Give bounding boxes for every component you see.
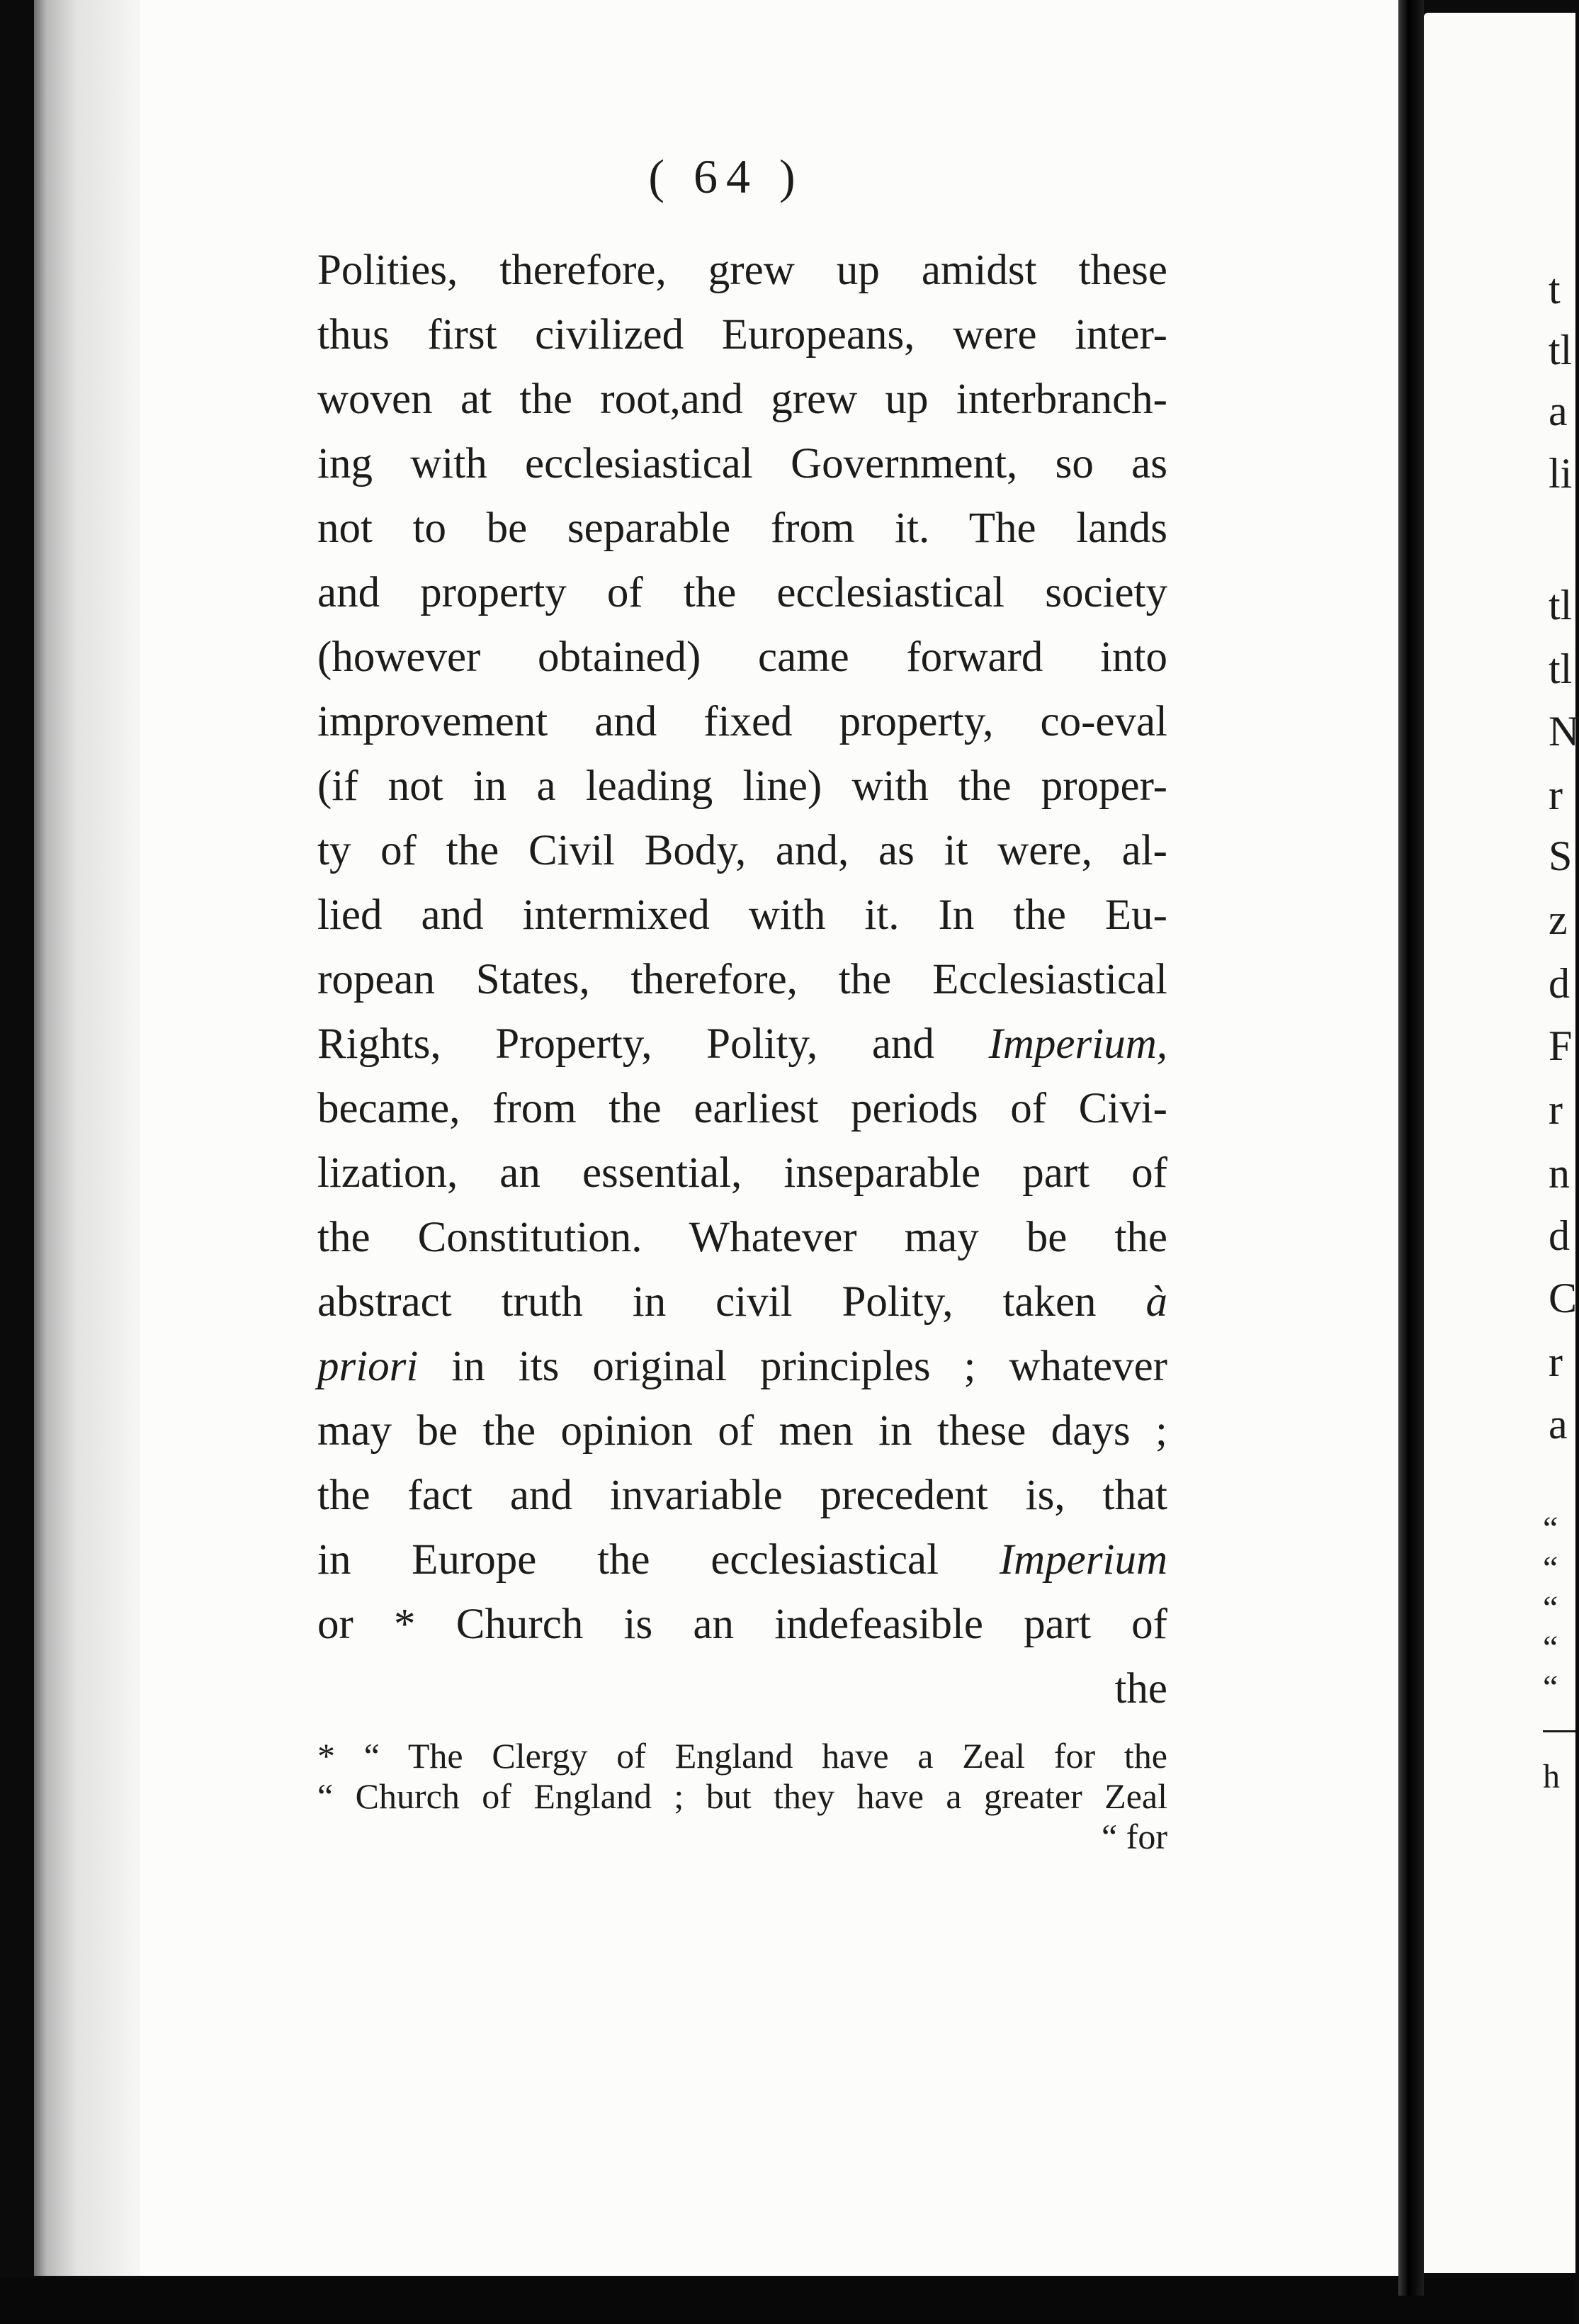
text-line: thus first civilized Europeans, were inter- <box>317 311 1167 359</box>
catchword: the <box>1114 1665 1167 1713</box>
edge-letter: li <box>1549 450 1573 497</box>
edge-letter: tl <box>1549 582 1573 628</box>
edge-letter: F <box>1549 1022 1573 1069</box>
facing-page-edge-text <box>1424 13 1579 2273</box>
italic-word: Imperium <box>999 1536 1167 1584</box>
footnote <box>317 1736 1167 1857</box>
book-gutter <box>1398 0 1424 2296</box>
text-line-start: in Europe the ecclesiastical <box>317 1536 1000 1584</box>
text-line: the Constitution. Whatever may be the <box>317 1214 1167 1261</box>
text-line: the fact and invariable precedent is, that <box>317 1472 1167 1519</box>
text-line: lied and intermixed with it. In the Eu- <box>317 891 1167 939</box>
edge-letter: “ <box>1543 1629 1558 1666</box>
edge-letter: r <box>1549 1338 1563 1385</box>
page-edge-shadow <box>34 0 140 2276</box>
text-line <box>317 1528 1167 1592</box>
facing-page <box>1424 13 1579 2273</box>
edge-letter: tl <box>1549 327 1573 373</box>
text-line: (however obtained) came forward into <box>317 633 1167 681</box>
text-line <box>317 1012 1167 1076</box>
italic-word: à <box>1145 1278 1167 1326</box>
text-line: not to be separable from it. The lands <box>317 504 1167 552</box>
text-line: became, from the earliest periods of Civi- <box>317 1085 1167 1132</box>
text-line-start: Rights, Property, Polity, and <box>317 1020 989 1068</box>
footnote-rule <box>1543 1730 1575 1732</box>
edge-letter: a <box>1549 388 1568 434</box>
edge-letter: n <box>1549 1150 1570 1197</box>
text-line: woven at the root,and grew up interbranch- <box>317 376 1167 423</box>
edge-letter: N <box>1549 708 1579 755</box>
edge-letter: “ <box>1543 1589 1558 1627</box>
text-line: ropean States, therefore, the Ecclesiastical <box>317 956 1167 1003</box>
edge-letter: z <box>1549 896 1568 943</box>
edge-letter: S <box>1549 833 1573 879</box>
text-line-start: abstract truth in civil Polity, taken <box>317 1278 1097 1326</box>
text-line: improvement and fixed property, co-eval <box>317 698 1167 745</box>
text-line: and property of the ecclesiastical society <box>317 569 1167 616</box>
edge-letter: d <box>1549 1212 1570 1259</box>
text-line: ing with ecclesiastical Government, so as <box>317 440 1167 487</box>
edge-letter: C <box>1549 1275 1578 1321</box>
footnote-line: “ Church of England ; but they have a greater Zeal <box>317 1776 1167 1816</box>
text-line: ty of the Civil Body, and, as it were, al- <box>317 827 1167 874</box>
text-line: lization, an essential, inseparable part of <box>317 1149 1167 1197</box>
footnote-catchword: “ for <box>1102 1817 1167 1856</box>
page-number: ( 64 ) <box>648 150 804 203</box>
scan-background <box>0 2278 1575 2324</box>
italic-word: Imperium, <box>988 1020 1167 1068</box>
text-line: Polities, therefore, grew up amidst these <box>317 247 1167 294</box>
edge-letter: r <box>1549 772 1563 818</box>
text-line <box>317 1270 1167 1334</box>
edge-letter: a <box>1549 1401 1568 1448</box>
edge-letter: r <box>1549 1086 1563 1133</box>
edge-letter: t <box>1549 266 1561 312</box>
text-line <box>317 1334 1167 1399</box>
text-line-end: in its original principles ; whatever <box>418 1343 1167 1390</box>
text-line: may be the opinion of men in these days ; <box>317 1407 1167 1455</box>
footnote-line: * “ The Clergy of England have a Zeal for the <box>317 1736 1167 1776</box>
edge-letter: “ <box>1543 1510 1558 1547</box>
text-line: (if not in a leading line) with the proper- <box>317 762 1167 810</box>
italic-word: priori <box>317 1343 419 1390</box>
edge-letter: “ <box>1543 1669 1558 1706</box>
text-line: or * Church is an indefeasible part of <box>317 1601 1167 1648</box>
edge-letter: h <box>1543 1758 1560 1795</box>
body-text <box>317 238 1167 1721</box>
edge-letter: “ <box>1543 1550 1558 1587</box>
edge-letter: d <box>1549 960 1570 1007</box>
edge-letter: tl <box>1549 645 1573 692</box>
